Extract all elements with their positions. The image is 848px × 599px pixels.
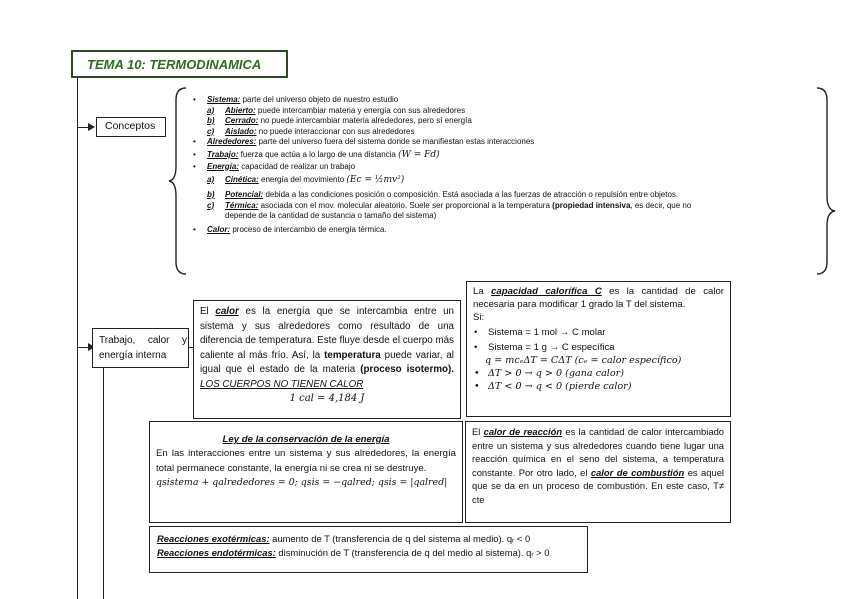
term-endotermicas: Reacciones endotérmicas: (157, 547, 276, 558)
definition-text: puede intercambiar materia y energía con sus alrededores (255, 105, 466, 115)
term-termica: Térmica: (225, 200, 259, 210)
list-item (157, 546, 580, 560)
concepts-list (192, 95, 822, 235)
term-sistema: Sistema: (207, 95, 241, 104)
term-capacidad: capacidad calorífica C (491, 286, 602, 297)
definition-text: energía del movimiento (258, 175, 347, 184)
conceptos-arrow-icon (88, 123, 95, 131)
list-item: • Sistema = 1 mol → C molar (473, 326, 724, 339)
term-energia: Energía: (207, 161, 240, 171)
list-item (192, 137, 822, 148)
page-title: TEMA 10: TERMODINAMICA (87, 57, 262, 72)
trabajo-label: Trabajo, calor y energía interna (99, 335, 187, 361)
definition-text: parte del universo fuera del sistema donde se manifiestan estas interacciones (256, 137, 535, 146)
bold-text: (propiedad intensiva (552, 200, 631, 210)
calor-reaccion-box (465, 421, 731, 523)
list-item (192, 162, 822, 173)
note-text: LOS CUERPOS NO TIENEN CALOR (200, 378, 364, 390)
list-item (192, 106, 822, 117)
body-text: El (472, 426, 484, 437)
term-abierto: Abierto: (225, 105, 256, 115)
left-brace-icon (168, 86, 188, 276)
body-text: El (200, 306, 216, 317)
list-item (192, 95, 822, 106)
list-item (192, 116, 822, 127)
definition-text: debida a las condiciones posición o composición. Está asociada a las fuerzas de atracción o repulsión entre objetos. (263, 190, 679, 199)
definition-text: , es decir, que no (630, 200, 692, 210)
definition-text: no puede intercambiar materia alrededores, pero sí energía (258, 116, 472, 125)
term-calor-reaccion: calor de reacción (483, 426, 563, 437)
body-text: La (473, 286, 492, 297)
list-key: c) (207, 200, 215, 210)
calor-definition-box (193, 300, 461, 419)
list-item (192, 190, 822, 201)
list-key: a) (207, 105, 215, 115)
definition-text: capacidad de realizar un trabajo (239, 161, 356, 171)
formula-conservation: qsistema + qalrededores = 0; qsis = −qalred; qsis = |qalred| (156, 477, 448, 489)
ley-title: Ley de la conservación de la energía (222, 434, 390, 445)
list-item (192, 172, 822, 188)
body-text: Si: (473, 312, 485, 323)
reacciones-box (149, 526, 588, 573)
definition-text: depende de la cantidad de sustancia o tamaño del sistema) (225, 211, 437, 220)
term-cinetica: Cinética: (225, 175, 259, 184)
definition-text: no puede interaccionar con sus alrededores (256, 126, 415, 136)
body-text: En las interacciones entre un sistema y sus alrededores, la energía total permanece constante, la energía ni se crea ni se destruye. (156, 448, 456, 474)
body-text: es la cantidad de calor intercambiado entre un sistema y sus alrededores cuando tiene lugar una reacción química en el seno del sistema, a temperatura constante. Por otro lado, el (472, 426, 724, 478)
body-text: disminución de T (transferencia de q del medio al sistema). qᵣ > 0 (275, 547, 550, 558)
bold-text: temperatura (324, 349, 381, 361)
term-aislado: Aislado: (225, 126, 257, 136)
list-item (192, 148, 822, 162)
body-text: aumento de T (transferencia de q del sistema al medio). qᵣ < 0 (269, 533, 531, 544)
bold-text: (proceso isotermo). (360, 364, 454, 375)
term-exotermicas: Reacciones exotérmicas: (157, 533, 270, 544)
body-text: es la cantidad de calor necesaria para modificar 1 grado la T del sistema. (473, 286, 724, 310)
formula-kinetic: (Ec = ½mv²) (346, 175, 405, 185)
list-key: b) (207, 116, 215, 125)
list-item (192, 225, 822, 236)
definition-text: asociada con el mov. molecular aleatorio. Suele ser proporcional a la temperatura (258, 200, 553, 210)
body-text: es aquel que se da en un proceso de combustión. En este caso, T≠ cte (472, 466, 724, 505)
definition-text: parte del universo objeto de nuestro estudio (240, 95, 399, 104)
tree-trunk-line (77, 78, 78, 599)
list-key: c) (207, 126, 215, 136)
list-item (157, 532, 580, 546)
list-key: a) (207, 175, 215, 184)
formula-heat: q = mcₑΔT = CΔT (cₑ = calor específico) (485, 355, 682, 366)
list-item: • ΔT < 0 → q < 0 (pierde calor) (473, 380, 724, 393)
term-calor-combustion: calor de combustión (590, 466, 685, 478)
ley-conservacion-box (149, 421, 463, 523)
conceptos-label: Conceptos (105, 120, 156, 132)
topic-title-box (71, 50, 288, 78)
list-key: b) (207, 190, 215, 199)
conceptos-label-box (96, 117, 166, 137)
term-calor: calor (215, 306, 239, 317)
definition-text: fuerza que actúa a lo largo de una distancia (238, 149, 399, 159)
term-trabajo: Trabajo: (207, 149, 239, 159)
list-item: • ΔT > 0 → q > 0 (gana calor) (473, 367, 724, 380)
formula-work: (W = Fd) (398, 149, 440, 160)
list-item (192, 127, 822, 138)
trabajo-label-box (92, 328, 189, 368)
capacidad-box (466, 281, 731, 417)
tree-branch-line (103, 368, 104, 599)
definition-text: proceso de intercambio de energía térmica. (230, 224, 387, 234)
list-item: • Sistema = 1 g → C específica (473, 341, 724, 354)
body-text: puede variar, al igual que el estado de la materia (200, 349, 454, 375)
term-calor: Calor: (207, 224, 231, 234)
formula-cal: 1 cal = 4,184 J (289, 393, 365, 404)
term-potencial: Potencial: (225, 190, 264, 199)
term-cerrado: Cerrado: (225, 116, 259, 125)
body-text: es la energía que se intercambia entre un sistema y sus alrededores como resultado de una diferencia de temperatura. Este fluye desde el cuerpo más caliente al más frío. Así, la (200, 306, 454, 361)
term-alrededores: Alrededores: (207, 137, 257, 146)
list-item (192, 201, 822, 222)
